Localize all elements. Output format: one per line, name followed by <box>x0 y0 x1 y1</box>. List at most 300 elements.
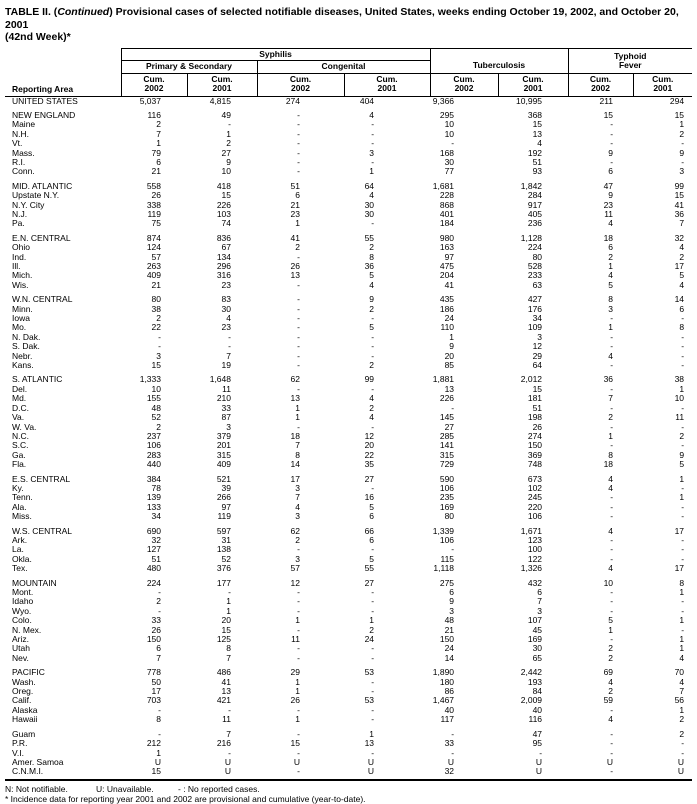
value-cell: - <box>610 360 614 371</box>
value-cell: 2 <box>679 714 685 725</box>
value-cell: - <box>681 360 685 371</box>
table-row <box>5 106 692 120</box>
table-row <box>5 451 692 460</box>
value-cell: 4 <box>679 676 685 687</box>
table-row <box>5 191 692 200</box>
value-cell: - <box>681 747 685 758</box>
value-cell: 201 <box>216 440 231 451</box>
value-cell: 1,671 <box>520 525 543 536</box>
value-cell: 5 <box>369 270 375 281</box>
value-cell: - <box>228 331 231 342</box>
value-cell: 45 <box>532 624 543 635</box>
value-cell: 16 <box>364 492 375 503</box>
value-cell: - <box>371 313 375 324</box>
value-cell: 7 <box>679 686 685 697</box>
value-cell: 4 <box>369 279 375 290</box>
value-cell: 11 <box>222 383 231 394</box>
value-cell: 6 <box>608 166 614 177</box>
value-cell: 226 <box>216 199 231 210</box>
value-cell: - <box>297 128 300 139</box>
value-cell: 41 <box>444 279 455 290</box>
value-cell: 5 <box>369 553 375 564</box>
value-cell: 12 <box>290 577 300 588</box>
value-cell: - <box>681 596 685 607</box>
value-cell: 1 <box>608 261 614 271</box>
value-cell: 1 <box>295 615 300 626</box>
value-cell: 226 <box>439 393 455 404</box>
table-row <box>5 201 692 210</box>
value-cell: 26 <box>290 261 300 271</box>
value-cell: 40 <box>444 704 455 715</box>
table-group <box>5 370 692 469</box>
value-cell: - <box>257 767 344 779</box>
value-cell: - <box>610 704 614 715</box>
value-cell: 150 <box>146 634 161 645</box>
value-cell: - <box>297 383 300 394</box>
value-cell: - <box>371 341 375 352</box>
reporting-area-cell: Colo. <box>12 615 32 626</box>
table-group <box>5 522 692 574</box>
value-cell: 38 <box>674 374 685 385</box>
value-cell: - <box>297 360 300 371</box>
value-cell: 12 <box>532 341 543 352</box>
value-cell: 84 <box>532 686 543 697</box>
reporting-area-cell: Maine <box>12 119 36 130</box>
value-cell: 7 <box>679 218 685 229</box>
value-cell: 401 <box>439 208 455 219</box>
value-cell: 2 <box>156 596 161 607</box>
reporting-area-cell: Nev. <box>12 652 29 663</box>
value-cell: 228 <box>439 190 455 201</box>
value-cell: 521 <box>216 473 231 484</box>
value-cell: 13 <box>290 393 300 404</box>
value-cell: 9 <box>608 147 614 158</box>
value-cell: 12 <box>364 430 375 441</box>
value-cell: - <box>297 322 300 333</box>
value-cell: 9,366 <box>432 95 455 106</box>
value-cell: 15 <box>674 109 685 120</box>
value-cell: 100 <box>527 544 543 555</box>
value-cell: 26 <box>532 421 543 432</box>
value-cell: 917 <box>527 199 543 210</box>
value-cell: 139 <box>146 492 161 503</box>
value-cell: - <box>681 738 685 749</box>
footnote-u: U: Unavailable. <box>96 783 154 794</box>
reporting-area-cell: W.S. CENTRAL <box>12 525 72 536</box>
value-cell: 168 <box>439 147 455 158</box>
value-cell: - <box>610 738 614 749</box>
value-cell: 193 <box>527 676 543 687</box>
value-cell: 23 <box>290 208 300 219</box>
reporting-area-cell: N.Y. City <box>12 199 45 210</box>
value-cell: 86 <box>444 686 455 697</box>
value-cell: - <box>681 156 685 167</box>
value-cell: 59 <box>603 695 614 706</box>
reporting-area-cell: Ala. <box>12 501 27 512</box>
value-cell: 2 <box>156 119 161 130</box>
table-group <box>5 725 692 780</box>
value-cell: 369 <box>527 449 543 460</box>
value-cell: 13 <box>364 738 375 749</box>
table-row <box>5 536 692 545</box>
value-cell: - <box>610 402 614 413</box>
value-cell: 18 <box>290 430 300 441</box>
value-cell: 15 <box>290 738 300 749</box>
value-cell: 4 <box>679 652 685 663</box>
value-cell: - <box>297 156 300 167</box>
value-cell: 14 <box>674 294 685 305</box>
value-cell: 47 <box>603 180 614 191</box>
table-row <box>5 644 692 653</box>
table-row <box>5 314 692 323</box>
reporting-area-cell: Okla. <box>12 553 32 564</box>
value-cell: - <box>297 166 300 177</box>
value-cell: 192 <box>527 147 543 158</box>
value-cell: 163 <box>439 242 455 253</box>
value-cell: 296 <box>216 261 231 271</box>
value-cell: 177 <box>216 577 231 588</box>
value-cell: 34 <box>532 313 543 324</box>
value-cell: 186 <box>439 303 455 314</box>
value-cell: 237 <box>146 430 161 441</box>
value-cell: - <box>297 119 300 130</box>
value-cell: 17 <box>674 525 685 536</box>
table-row <box>5 262 692 271</box>
value-cell: - <box>371 676 375 687</box>
congenital-header: Congenital <box>257 61 430 74</box>
reporting-area-cell: MOUNTAIN <box>12 577 57 588</box>
value-cell: - <box>297 303 300 314</box>
value-cell: 1 <box>679 704 685 715</box>
value-cell: - <box>371 652 375 663</box>
value-cell: 80 <box>532 251 543 262</box>
value-cell: 11 <box>604 208 614 219</box>
reporting-area-cell: W. Va. <box>12 421 37 432</box>
value-cell: - <box>297 728 300 739</box>
value-cell: 1,881 <box>432 374 455 385</box>
value-cell: 176 <box>527 303 543 314</box>
table-row <box>5 616 692 625</box>
notifiable-diseases-table <box>5 48 692 781</box>
value-cell: 9 <box>449 596 455 607</box>
value-cell: - <box>610 747 614 758</box>
value-cell: 69 <box>603 667 614 678</box>
reporting-area-cell: Kans. <box>12 360 34 371</box>
reporting-area-cell: E.S. CENTRAL <box>12 473 71 484</box>
value-cell: - <box>610 728 614 739</box>
value-cell: 8 <box>295 449 300 460</box>
value-cell: - <box>297 605 300 616</box>
value-cell: U <box>535 756 543 767</box>
value-cell: 20 <box>364 440 375 451</box>
value-cell: 6 <box>679 303 685 314</box>
value-cell: 51 <box>532 156 543 167</box>
value-cell: U <box>154 756 161 767</box>
value-cell: - <box>610 544 614 555</box>
reporting-area-cell: Ky. <box>12 482 24 493</box>
value-cell: 690 <box>146 525 161 536</box>
value-cell: 41 <box>674 199 685 210</box>
value-cell: 27 <box>364 577 375 588</box>
value-cell: 421 <box>216 695 231 706</box>
table-row <box>5 361 692 370</box>
value-cell: 4 <box>369 412 375 423</box>
column-header-tuberculosis-cum-2002: Cum. 2002 <box>430 73 498 96</box>
table-row <box>5 177 692 191</box>
value-cell: - <box>297 544 300 555</box>
value-cell: 1,648 <box>209 374 231 385</box>
value-cell: 17 <box>151 686 161 697</box>
table-row <box>5 370 692 384</box>
table-row <box>5 725 692 739</box>
table-row <box>5 441 692 450</box>
value-cell: 33 <box>221 402 231 413</box>
value-cell: - <box>610 492 614 503</box>
value-cell: 106 <box>439 534 455 545</box>
table-row <box>5 503 692 512</box>
value-cell: 2 <box>156 421 161 432</box>
reporting-area-cell: N. Dak. <box>12 331 41 342</box>
title-text: ) Provisional cases of selected notifiable diseases, United States, weeks ending October 19, 2002, and October 20, 2001 <box>5 6 679 31</box>
table-row <box>5 120 692 129</box>
value-cell: 40 <box>532 704 543 715</box>
value-cell: 18 <box>603 232 614 243</box>
reporting-area-cell: Ark. <box>12 534 28 545</box>
value-cell: 18 <box>603 459 614 470</box>
value-cell: 110 <box>440 322 455 333</box>
value-cell: 32 <box>430 767 498 779</box>
value-cell: 9 <box>226 156 231 167</box>
value-cell: - <box>610 501 614 512</box>
column-header-tuberculosis-cum-2001: Cum. 2001 <box>498 73 568 96</box>
value-cell: 14 <box>444 652 455 663</box>
value-cell: 1,326 <box>520 563 543 574</box>
value-cell: 440 <box>146 459 161 470</box>
value-cell: 3 <box>369 147 375 158</box>
table-row <box>5 678 692 687</box>
reporting-area-header: Reporting Area <box>5 48 121 96</box>
value-cell: - <box>451 728 455 739</box>
value-cell: 2 <box>156 313 161 324</box>
value-cell: - <box>297 421 300 432</box>
reporting-area-cell: Mass. <box>12 147 35 158</box>
value-cell: 224 <box>527 242 543 253</box>
value-cell: 17 <box>290 473 300 484</box>
reporting-area-cell: Wyo. <box>12 605 32 616</box>
value-cell: 48 <box>444 615 455 626</box>
reporting-area-cell: W.N. CENTRAL <box>12 294 73 305</box>
value-cell: 274 <box>527 430 543 441</box>
value-cell: 1 <box>608 430 614 441</box>
reporting-area-cell: Mich. <box>12 270 33 281</box>
value-cell: 590 <box>439 473 455 484</box>
value-cell: - <box>371 686 375 697</box>
value-cell: - <box>228 747 231 758</box>
table-group <box>5 470 692 522</box>
value-cell: 29 <box>532 350 543 361</box>
table-row <box>5 158 692 167</box>
table-row <box>5 749 692 758</box>
table-row <box>5 512 692 521</box>
value-cell: - <box>681 544 685 555</box>
value-cell: 11 <box>222 714 231 725</box>
value-cell: 3 <box>295 511 300 522</box>
value-cell: 122 <box>527 553 543 564</box>
value-cell: 10 <box>674 393 685 404</box>
value-cell: 99 <box>364 374 375 385</box>
value-cell: 116 <box>147 109 161 120</box>
value-cell: 486 <box>216 667 231 678</box>
value-cell: - <box>681 138 685 149</box>
value-cell: 79 <box>151 147 161 158</box>
value-cell: 7 <box>226 728 231 739</box>
value-cell: - <box>451 402 455 413</box>
value-cell: 3 <box>295 482 300 493</box>
value-cell: 338 <box>146 199 161 210</box>
column-header-typhoid-cum-2001: Cum. 2001 <box>633 73 692 96</box>
value-cell: 1 <box>295 676 300 687</box>
column-header-syphilis-congenital-cum-2002: Cum. 2002 <box>257 73 344 96</box>
table-row <box>5 394 692 403</box>
reporting-area-cell: Amer. Samoa <box>12 756 64 767</box>
reporting-area-cell: PACIFIC <box>12 667 45 678</box>
reporting-area-cell: V.I. <box>12 747 24 758</box>
value-cell: 83 <box>221 294 231 305</box>
value-cell: 235 <box>439 492 455 503</box>
column-header-typhoid-cum-2002: Cum. 2002 <box>568 73 633 96</box>
value-cell: - <box>568 767 633 779</box>
value-cell: 285 <box>439 430 455 441</box>
value-cell: 134 <box>216 251 231 262</box>
value-cell: 1 <box>679 615 685 626</box>
value-cell: 8 <box>608 294 614 305</box>
value-cell: 5 <box>369 501 375 512</box>
reporting-area-cell: Guam <box>12 728 36 739</box>
value-cell: - <box>371 544 375 555</box>
typhoid-label-line2: Fever <box>618 60 642 70</box>
typhoid-group-header <box>568 48 692 73</box>
value-cell: 236 <box>527 218 543 229</box>
value-cell: 15 <box>674 190 685 201</box>
value-cell: 2,009 <box>520 695 543 706</box>
value-cell: 4 <box>608 350 614 361</box>
value-cell: - <box>610 534 614 545</box>
value-cell: 3 <box>679 166 685 177</box>
value-cell: 432 <box>527 577 543 588</box>
value-cell: 36 <box>364 261 375 271</box>
value-cell: 119 <box>147 208 161 219</box>
table-row <box>5 167 692 176</box>
value-cell: 2 <box>369 242 375 253</box>
value-cell: 1 <box>295 412 300 423</box>
value-cell: U <box>187 767 257 779</box>
reporting-area-cell: Upstate N.Y. <box>12 190 60 201</box>
value-cell: 475 <box>439 261 455 271</box>
value-cell: 6 <box>156 643 161 654</box>
table-row <box>5 432 692 441</box>
value-cell: 15 <box>532 383 543 394</box>
value-cell: 4 <box>608 473 614 484</box>
value-cell: 274 <box>285 95 300 106</box>
value-cell: 7 <box>295 440 300 451</box>
value-cell: - <box>297 331 300 342</box>
value-cell: 93 <box>532 166 543 177</box>
value-cell: 211 <box>599 95 614 106</box>
value-cell: 4 <box>608 482 614 493</box>
value-cell: 27 <box>444 421 455 432</box>
value-cell: - <box>158 587 161 597</box>
value-cell: 212 <box>146 738 161 749</box>
value-cell: 2 <box>679 430 685 441</box>
table-row <box>5 290 692 304</box>
table-row <box>5 385 692 394</box>
value-cell: 47 <box>532 728 543 739</box>
value-cell: - <box>681 501 685 512</box>
value-cell: 368 <box>527 109 543 120</box>
value-cell: U <box>367 756 375 767</box>
value-cell: 52 <box>221 553 231 564</box>
value-cell: 224 <box>146 577 161 588</box>
value-cell: - <box>228 119 231 130</box>
value-cell: 1,681 <box>432 180 455 191</box>
table-row <box>5 130 692 139</box>
value-cell: 23 <box>603 199 614 210</box>
value-cell: 65 <box>532 652 543 663</box>
value-cell: 13 <box>444 383 455 394</box>
value-cell: 124 <box>146 242 161 253</box>
reporting-area-cell: Idaho <box>12 596 34 607</box>
value-cell: - <box>158 728 161 739</box>
table-row <box>5 96 692 106</box>
value-cell: 119 <box>217 511 231 522</box>
value-cell: - <box>297 643 300 654</box>
value-cell: - <box>681 624 685 635</box>
value-cell: 20 <box>444 350 455 361</box>
value-cell: 283 <box>146 449 161 460</box>
value-cell: - <box>610 119 614 130</box>
value-cell: 263 <box>146 261 161 271</box>
value-cell: U <box>293 756 300 767</box>
reporting-area-cell: D.C. <box>12 402 29 413</box>
value-cell: 233 <box>527 270 543 281</box>
value-cell: 7 <box>156 652 161 663</box>
value-cell: 55 <box>364 232 375 243</box>
value-cell: - <box>158 331 161 342</box>
value-cell: 435 <box>439 294 455 305</box>
value-cell: 8 <box>156 714 161 725</box>
table-row <box>5 460 692 469</box>
value-cell: 3 <box>295 553 300 564</box>
value-cell: 1 <box>226 596 231 607</box>
reporting-area-cell: N.C. <box>12 430 29 441</box>
value-cell: - <box>371 596 375 607</box>
value-cell: - <box>297 587 300 597</box>
table-row <box>5 522 692 536</box>
value-cell: 1 <box>226 605 231 616</box>
value-cell: 216 <box>216 738 231 749</box>
value-cell: - <box>610 596 614 607</box>
value-cell: 4 <box>679 242 685 253</box>
value-cell: 4 <box>679 279 685 290</box>
value-cell: 53 <box>364 695 375 706</box>
reporting-area-cell: Hawaii <box>12 714 38 725</box>
value-cell: 33 <box>444 738 455 749</box>
value-cell: 245 <box>527 492 543 503</box>
value-cell: 8 <box>226 643 231 654</box>
table-row <box>5 470 692 484</box>
value-cell: 1,890 <box>432 667 455 678</box>
reporting-area-cell: Oreg. <box>12 686 34 697</box>
